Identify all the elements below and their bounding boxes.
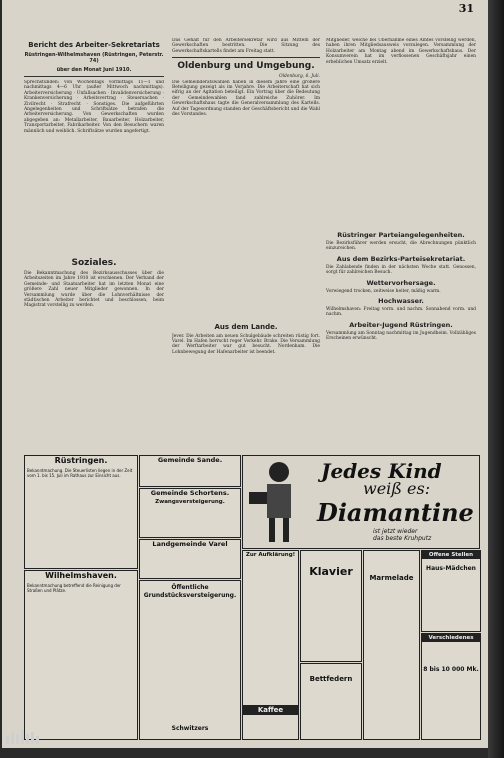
column-2	[172, 38, 320, 443]
hochwasser-text: Wilhelmshaven: Freitag vorm. und nachm. Sonnabend vorm. und nachm.	[326, 307, 476, 318]
ad-zur-aufklaerung: Zur Aufklärung! Kaffee	[242, 550, 299, 740]
ad-diamantine	[242, 455, 480, 549]
diamantine-line-2: weiß es:	[363, 479, 431, 498]
column-2-top-text: Das Gehalt für den Arbeitersekretär wird aus Mitteln der Gewerkschaften bestritten. Die Sitzung des Gewerkschaftskartells findet am Freitag statt.	[172, 38, 320, 54]
library-stamp-icon	[6, 730, 46, 744]
report-text: Sprechstunden: von Wochentags vormittags 11—1 und nachmittags 4—6 Uhr (außer Mittwoch nachmittags). Arbeiterversicherung · Unfallsachen · Invalidenversicherung · Krankenversicherung · Arbeitsvertrag · Steuersachen · Zivilrecht · Strafrecht · Sonstiges. Die aufgeführten Angelegenheiten und Schriftsätze betrafen die Arbeiterversicherung. Von Gewerkschaften wurden abgegeben an: Metallarbeiter, Bauarbeiter, Holzarbeiter, Transportarbeiter, Fabrikarbeiter. Von den Besuchern waren männlich und weiblich. Schriftsätze wurden angefertigt.	[24, 80, 164, 134]
ad-landgemeinde-varel: Landgemeinde Varel	[139, 539, 241, 579]
column-3-text: Mitglieder, welche bei Übernahme eines Amtes vorstellig werden, haben ihren Mitgliedsausweis vorzulegen. Versammlung der Holzarbeiter am Montag abend im Gewerkschaftshaus. Der Konsumverein hat im verflossenen Geschäftsjahr einen erheblichen Umsatz erzielt.	[326, 38, 476, 65]
wettervorhersage-text: Vorwiegend trocken, zeitweise heiter, mäßig warm.	[326, 288, 441, 294]
report-subtitle: Rüstringen-Wilhelmshaven (Rüstringen, Peterstr. 74)	[24, 52, 164, 64]
diamantine-brand: Diamantine	[317, 498, 474, 527]
heading-parteiangelegenheiten: Rüstringer Parteiangelegenheiten.	[337, 231, 465, 239]
ad-ruestringen: Rüstringen. Bekanntmachung. Die Steuerlisten liegen in der Zeit vom 1. bis 15. Juli im Rathaus zur Einsicht aus.	[24, 455, 138, 569]
column-3	[326, 38, 476, 443]
arbeiter-jugend-text: Versammlung am Sonntag nachmittag im Jugendheim. Vollzähliges Erscheinen erwünscht.	[326, 330, 476, 342]
dateline: Oldenburg, 6. Juli.	[279, 74, 320, 80]
divider	[172, 57, 320, 58]
parteisekretariat-text: Die Zahlabende finden in der nächsten Woche statt. Genossen, sorgt für zahlreichen Besuch.	[326, 264, 476, 276]
section-heading-oldenburg: Oldenburg und Umgebung.	[177, 61, 315, 72]
ad-marmelade: Marmelade	[363, 550, 420, 740]
diamantine-line-1: Jedes Kind	[321, 459, 442, 483]
oldenburg-text: Die Gemeinderatswahlen haben in diesem Jahre eine größere Beteiligung gezeigt als im Vorjahre. Die Arbeiterschaft hat sich eifrig an der Agitation beteiligt. Ein Vortrag über die Bedeutung der Gemeindewahlen fand zahlreiche Zuhörer. Im Gewerkschaftshaus tagte die Generalversammlung des Kartells. Auf der Tagesordnung standen der Geschäftsbericht und die Wahl des Vorstandes.	[172, 79, 320, 118]
section-heading-soziales: Soziales.	[71, 258, 117, 268]
ad-gemeinde-sande: Gemeinde Sande.	[139, 455, 241, 487]
heading-parteisekretariat: Aus dem Bezirks-Parteisekretariat.	[336, 254, 466, 263]
book-spine-edge	[488, 0, 504, 758]
diamantine-line-3: ist jetzt wieder	[373, 528, 418, 535]
ad-gemeinde-schortens: Gemeinde Schortens. Zwangsversteigerung.	[139, 488, 241, 538]
ad-grundstuecksversteigerung: Öffentliche Grundstücksversteigerung. Schwitzers	[139, 580, 241, 740]
column-1	[24, 38, 164, 443]
parteiangelegenheiten-text: Die Bezirksführer werden ersucht, die Abrechnungen pünktlich einzureichen.	[326, 241, 476, 252]
divider	[24, 76, 164, 77]
ad-bettfedern: Bettfedern	[300, 663, 362, 740]
section-heading-lande: Aus dem Lande.	[214, 322, 278, 331]
soziales-text: Die Bekanntmachung des Bezirksausschusses über die Arbeitszeiten im Jahre 1910 ist erschienen. Der Verband der Gemeinde- und Staatsarbeiter hat im letzten Monat eine größere Zahl neuer Mitglieder gewonnen. In der Versammlung wurde über die Lohnverhältnisse der städtischen Arbeiter berichtet und beschlossen, beim Magistrat vorstellig zu werden.	[24, 271, 164, 309]
report-month: über den Monat Juni 1910.	[56, 67, 132, 73]
heading-arbeiter-jugend: Arbeiter-Jugend Rüstringen.	[349, 320, 453, 329]
ad-klavier: Klavier	[300, 550, 362, 662]
diamantine-line-4: das beste Kruhputz	[373, 535, 432, 542]
report-title: Bericht des Arbeiter-Sekretariats	[28, 41, 160, 49]
ad-verschiedenes: Verschiedenes 8 bis 10 000 Mk.	[421, 633, 481, 740]
ad-wilhelmshaven: Wilhelmshaven. Bekanntmachung betreffend die Reinigung der Straßen und Plätze.	[24, 570, 138, 740]
child-with-pot-illustration	[245, 458, 305, 546]
ad-offene-stellen: Offene Stellen Haus-Mädchen	[421, 550, 481, 632]
heading-wettervorhersage: Wettervorhersage.	[366, 278, 436, 287]
lande-text: Jever. Die Arbeiten am neuen Schulgebäude schreiten rüstig fort. Varel. Im Hafen herrscht reger Verkehr. Brake. Die Versammlung der Werftarbeiter war gut besucht. Nordenham. Die Lohnbewegung der Hafenarbeiter ist beendet.	[172, 333, 320, 355]
heading-hochwasser: Hochwasser.	[378, 297, 424, 306]
newspaper-page	[2, 0, 488, 748]
page-number: 31	[458, 2, 474, 15]
